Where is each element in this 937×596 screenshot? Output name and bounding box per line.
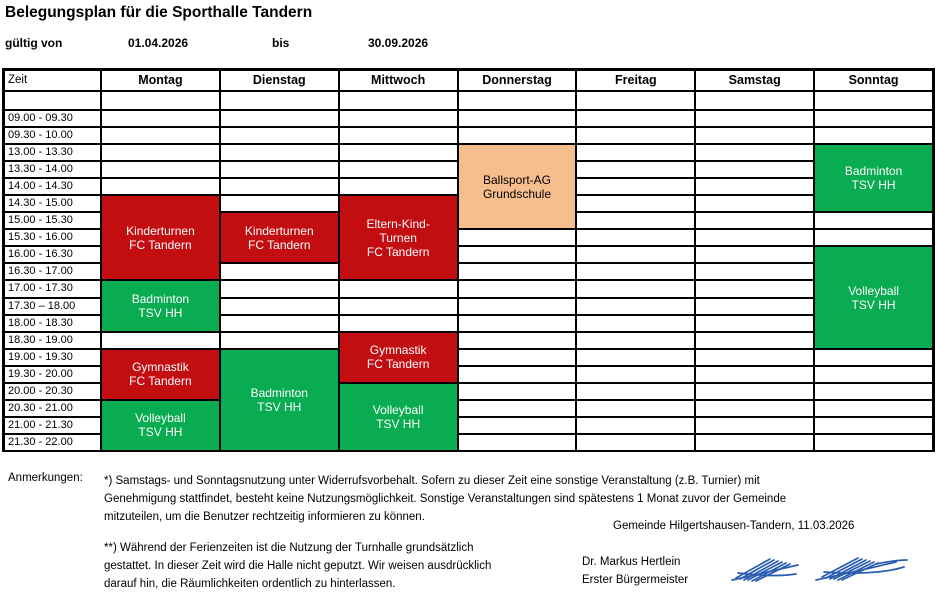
empty-slot-cell bbox=[340, 128, 457, 143]
event-dienstag-kinderturnen bbox=[221, 213, 338, 262]
time-cell: 13.00 - 13.30 bbox=[5, 145, 100, 160]
empty-slot-cell bbox=[577, 401, 694, 416]
empty-slot-cell bbox=[221, 179, 338, 194]
empty-slot-cell bbox=[577, 230, 694, 245]
empty-slot-cell bbox=[340, 111, 457, 126]
empty-slot-cell bbox=[459, 350, 576, 365]
empty-slot-cell bbox=[221, 316, 338, 331]
empty-slot-cell bbox=[340, 316, 457, 331]
empty-slot-cell bbox=[459, 230, 576, 245]
empty-slot-cell bbox=[340, 281, 457, 296]
empty-slot-cell bbox=[459, 384, 576, 399]
empty-slot-cell bbox=[577, 213, 694, 228]
empty-slot-cell bbox=[577, 367, 694, 382]
empty-slot-cell bbox=[696, 316, 813, 331]
event-label-line: Kinderturnen bbox=[244, 223, 314, 238]
signer-name: Dr. Markus Hertlein bbox=[582, 556, 681, 568]
event-label-line: Gymnastik bbox=[132, 360, 189, 375]
empty-slot-cell bbox=[577, 145, 694, 160]
validity-to-date: 30.09.2026 bbox=[368, 36, 429, 50]
event-label-line: Eltern-Kind- bbox=[366, 216, 430, 231]
spacer-cell bbox=[577, 92, 694, 109]
empty-slot-cell bbox=[696, 247, 813, 262]
day-header-mittwoch: Mittwoch bbox=[340, 71, 457, 90]
empty-slot-cell bbox=[815, 435, 932, 450]
day-header-sonntag: Sonntag bbox=[815, 71, 932, 90]
signature-scribble-icon bbox=[726, 550, 910, 586]
footnote-line: *) Samstags- und Sonntagsnutzung unter Widerrufsvorbehalt. Sofern zu dieser Zeit eine sonstige Veranstaltung (z.B. Turnier) mit bbox=[104, 475, 760, 487]
event-montag-kinderturnen bbox=[102, 196, 219, 279]
empty-slot-cell bbox=[577, 162, 694, 177]
time-cell: 21.30 - 22.00 bbox=[5, 435, 100, 450]
empty-slot-cell bbox=[815, 230, 932, 245]
footnote-weekend-usage bbox=[104, 472, 786, 526]
footnote-line: gestattet. In dieser Zeit wird die Halle nicht geputzt. Wir weisen ausdrücklich bbox=[104, 560, 492, 572]
validity-from-date: 01.04.2026 bbox=[128, 36, 189, 50]
day-header-donnerstag: Donnerstag bbox=[459, 71, 576, 90]
empty-slot-cell bbox=[577, 179, 694, 194]
event-label-line: FC Tandern bbox=[366, 244, 430, 259]
event-label-line: Turnen bbox=[379, 230, 417, 245]
empty-slot-cell bbox=[340, 145, 457, 160]
empty-slot-cell bbox=[696, 299, 813, 314]
time-cell: 21.00 - 21.30 bbox=[5, 418, 100, 433]
event-label-line: Ballsport-AG bbox=[482, 172, 551, 187]
empty-slot-cell bbox=[696, 128, 813, 143]
empty-slot-cell bbox=[696, 179, 813, 194]
event-label-line: Grundschule bbox=[482, 186, 552, 201]
empty-slot-cell bbox=[340, 162, 457, 177]
empty-slot-cell bbox=[577, 196, 694, 211]
empty-slot-cell bbox=[696, 230, 813, 245]
empty-slot-cell bbox=[221, 196, 338, 211]
event-dienstag-badminton bbox=[221, 350, 338, 450]
empty-slot-cell bbox=[815, 384, 932, 399]
footnote-holiday-usage bbox=[104, 539, 491, 593]
time-cell: 18.00 - 18.30 bbox=[5, 316, 100, 331]
empty-slot-cell bbox=[815, 350, 932, 365]
event-label-line: FC Tandern bbox=[129, 374, 192, 389]
empty-slot-cell bbox=[221, 111, 338, 126]
footnote-line: Genehmigung stattfindet, besteht keine Nutzungsmöglichkeit. Sonstige Veranstaltungen sind spätestens 1 Monat zuvor der Gemeinde bbox=[104, 493, 787, 505]
empty-slot-cell bbox=[459, 435, 576, 450]
spacer-cell bbox=[221, 92, 338, 109]
empty-slot-cell bbox=[577, 435, 694, 450]
signer-title: Erster Bürgermeister bbox=[582, 574, 689, 586]
empty-slot-cell bbox=[696, 111, 813, 126]
zeit-header: Zeit bbox=[5, 71, 100, 90]
event-label-line: Volleyball bbox=[135, 411, 186, 426]
empty-slot-cell bbox=[577, 299, 694, 314]
empty-slot-cell bbox=[102, 111, 219, 126]
validity-to-label: bis bbox=[272, 36, 290, 50]
time-cell: 17.30 – 18.00 bbox=[5, 299, 100, 314]
empty-slot-cell bbox=[696, 281, 813, 296]
empty-slot-cell bbox=[577, 418, 694, 433]
empty-slot-cell bbox=[577, 111, 694, 126]
empty-slot-cell bbox=[815, 128, 932, 143]
empty-slot-cell bbox=[696, 162, 813, 177]
footnote-line: mitzuteilen, um die Benutzer rechtzeitig informieren zu können. bbox=[104, 511, 425, 523]
time-cell: 19.00 - 19.30 bbox=[5, 350, 100, 365]
empty-slot-cell bbox=[696, 213, 813, 228]
empty-slot-cell bbox=[459, 333, 576, 348]
empty-slot-cell bbox=[102, 128, 219, 143]
event-label-line: Volleyball bbox=[372, 402, 424, 417]
event-montag-badminton bbox=[102, 281, 219, 330]
event-donnerstag-ballsportag bbox=[459, 145, 576, 228]
time-cell: 18.30 - 19.00 bbox=[5, 333, 100, 348]
empty-slot-cell bbox=[696, 264, 813, 279]
time-cell: 09.30 - 10.00 bbox=[5, 128, 100, 143]
event-label-line: TSV HH bbox=[257, 399, 302, 414]
empty-slot-cell bbox=[815, 401, 932, 416]
empty-slot-cell bbox=[459, 128, 576, 143]
empty-slot-cell bbox=[577, 333, 694, 348]
empty-slot-cell bbox=[577, 350, 694, 365]
spacer-cell bbox=[340, 92, 457, 109]
empty-slot-cell bbox=[459, 401, 576, 416]
time-cell: 15.30 - 16.00 bbox=[5, 230, 100, 245]
empty-slot-cell bbox=[102, 162, 219, 177]
empty-slot-cell bbox=[577, 128, 694, 143]
empty-slot-cell bbox=[459, 367, 576, 382]
empty-slot-cell bbox=[815, 367, 932, 382]
empty-slot-cell bbox=[459, 111, 576, 126]
empty-slot-cell bbox=[102, 179, 219, 194]
footnote-line: **) Während der Ferienzeiten ist die Nutzung der Turnhalle grundsätzlich bbox=[104, 542, 474, 554]
empty-slot-cell bbox=[696, 401, 813, 416]
time-cell: 20.30 - 21.00 bbox=[5, 401, 100, 416]
event-label-line: TSV HH bbox=[851, 297, 896, 312]
empty-slot-cell bbox=[696, 145, 813, 160]
event-label-line: TSV HH bbox=[851, 178, 896, 193]
empty-slot-cell bbox=[696, 333, 813, 348]
day-header-freitag: Freitag bbox=[577, 71, 694, 90]
issuer-line: Gemeinde Hilgertshausen-Tandern, 11.03.2026 bbox=[613, 520, 855, 532]
time-cell: 16.30 - 17.00 bbox=[5, 264, 100, 279]
empty-slot-cell bbox=[102, 145, 219, 160]
event-label-line: Gymnastik bbox=[369, 343, 427, 358]
time-cell: 13.30 - 14.00 bbox=[5, 162, 100, 177]
event-label-line: Volleyball bbox=[848, 283, 899, 298]
empty-slot-cell bbox=[221, 145, 338, 160]
empty-slot-cell bbox=[696, 384, 813, 399]
event-label-line: TSV HH bbox=[138, 425, 183, 440]
empty-slot-cell bbox=[815, 213, 932, 228]
empty-slot-cell bbox=[221, 299, 338, 314]
empty-slot-cell bbox=[696, 418, 813, 433]
empty-slot-cell bbox=[340, 299, 457, 314]
day-header-dienstag: Dienstag bbox=[221, 71, 338, 90]
time-cell: 17.00 - 17.30 bbox=[5, 281, 100, 296]
empty-slot-cell bbox=[459, 264, 576, 279]
time-cell: 14.00 - 14.30 bbox=[5, 179, 100, 194]
event-label-line: Badminton bbox=[250, 385, 308, 400]
empty-slot-cell bbox=[696, 435, 813, 450]
event-montag-volleyball bbox=[102, 401, 219, 450]
event-label-line: FC Tandern bbox=[129, 237, 192, 252]
spacer-cell bbox=[102, 92, 219, 109]
time-cell: 09.00 - 09.30 bbox=[5, 111, 100, 126]
empty-slot-cell bbox=[459, 281, 576, 296]
empty-slot-cell bbox=[577, 316, 694, 331]
spacer-cell bbox=[696, 92, 813, 109]
time-cell: 14.30 - 15.00 bbox=[5, 196, 100, 211]
empty-slot-cell bbox=[696, 196, 813, 211]
empty-slot-cell bbox=[221, 264, 338, 279]
page-title: Belegungsplan für die Sporthalle Tandern bbox=[5, 4, 313, 21]
event-label-line: Badminton bbox=[131, 292, 190, 307]
notes-label: Anmerkungen: bbox=[8, 472, 83, 484]
spacer-cell bbox=[815, 92, 932, 109]
event-sonntag-volleyball bbox=[815, 247, 932, 347]
event-label-line: TSV HH bbox=[138, 306, 183, 321]
time-cell: 19.30 - 20.00 bbox=[5, 367, 100, 382]
schedule-table bbox=[2, 68, 935, 452]
empty-slot-cell bbox=[577, 384, 694, 399]
empty-slot-cell bbox=[459, 299, 576, 314]
spacer-cell bbox=[459, 92, 576, 109]
empty-slot-cell bbox=[459, 418, 576, 433]
signer-block bbox=[582, 553, 688, 589]
event-mittwoch-volleyball bbox=[340, 384, 457, 450]
day-header-montag: Montag bbox=[102, 71, 219, 90]
time-cell: 15.00 - 15.30 bbox=[5, 213, 100, 228]
event-label-line: TSV HH bbox=[376, 416, 421, 431]
empty-slot-cell bbox=[577, 281, 694, 296]
event-label-line: Kinderturnen bbox=[126, 223, 195, 238]
event-mittwoch-gymnastik bbox=[340, 333, 457, 382]
empty-slot-cell bbox=[221, 333, 338, 348]
empty-slot-cell bbox=[459, 247, 576, 262]
spacer-cell bbox=[5, 92, 100, 109]
empty-slot-cell bbox=[815, 111, 932, 126]
event-mittwoch-elternkind bbox=[340, 196, 457, 279]
empty-slot-cell bbox=[577, 264, 694, 279]
event-label-line: FC Tandern bbox=[248, 237, 311, 252]
event-label-line: FC Tandern bbox=[366, 357, 430, 372]
empty-slot-cell bbox=[577, 247, 694, 262]
empty-slot-cell bbox=[221, 128, 338, 143]
empty-slot-cell bbox=[340, 179, 457, 194]
event-sonntag-badminton bbox=[815, 145, 932, 211]
time-cell: 20.00 - 20.30 bbox=[5, 384, 100, 399]
empty-slot-cell bbox=[221, 162, 338, 177]
empty-slot-cell bbox=[696, 350, 813, 365]
empty-slot-cell bbox=[696, 367, 813, 382]
empty-slot-cell bbox=[815, 418, 932, 433]
time-cell: 16.00 - 16.30 bbox=[5, 247, 100, 262]
empty-slot-cell bbox=[102, 333, 219, 348]
footnote-line: darauf hin, die Räumlichkeiten ordentlich zu hinterlassen. bbox=[104, 578, 396, 590]
day-header-samstag: Samstag bbox=[696, 71, 813, 90]
empty-slot-cell bbox=[221, 281, 338, 296]
event-montag-gymnastik bbox=[102, 350, 219, 399]
validity-from-label: gültig von bbox=[5, 36, 63, 50]
event-label-line: Badminton bbox=[844, 164, 903, 179]
empty-slot-cell bbox=[459, 316, 576, 331]
